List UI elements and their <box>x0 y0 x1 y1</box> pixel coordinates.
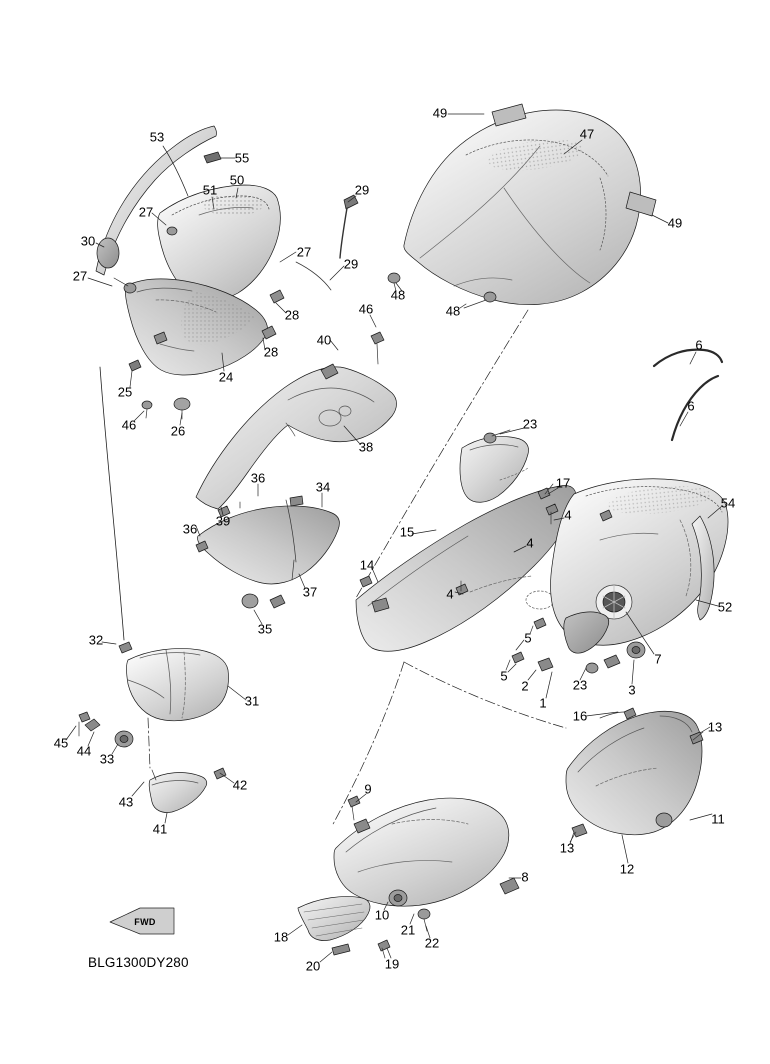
callout-number: 50 <box>229 172 245 188</box>
callout-number: 11 <box>711 811 725 827</box>
callout-number: 16 <box>572 708 588 724</box>
callout-number: 32 <box>88 632 104 648</box>
callout-number: 8 <box>521 869 529 885</box>
callout-number: 53 <box>149 129 165 145</box>
callout-number: 42 <box>232 777 248 793</box>
callout-number: 43 <box>118 794 134 810</box>
callout-number: 5 <box>500 668 508 684</box>
callout-number: 15 <box>399 524 415 540</box>
callout-number: 12 <box>619 861 635 877</box>
callout-number: 22 <box>424 935 440 951</box>
callout-number: 48 <box>390 287 406 303</box>
callout-number: 13 <box>559 840 575 856</box>
callout-number: 37 <box>302 584 318 600</box>
callout-number: 13 <box>707 719 723 735</box>
callout-number: 55 <box>234 150 250 166</box>
callout-number: 9 <box>364 781 372 797</box>
callout-number: 4 <box>446 586 454 602</box>
callout-number: 29 <box>354 182 370 198</box>
callout-number: 51 <box>202 182 218 198</box>
callout-number: 2 <box>521 678 529 694</box>
callout-number: 36 <box>250 470 266 486</box>
callout-number: 28 <box>284 307 300 323</box>
callout-number: 40 <box>316 332 332 348</box>
callout-number: 27 <box>72 268 88 284</box>
part-code-label: BLG1300DY280 <box>88 955 189 970</box>
callout-number: 33 <box>99 751 115 767</box>
callout-number: 4 <box>564 507 572 523</box>
callout-number: 23 <box>522 416 538 432</box>
fwd-direction-label: FWD <box>134 917 156 927</box>
callout-number: 7 <box>654 651 662 667</box>
callout-number: 48 <box>445 303 461 319</box>
callout-number: 44 <box>76 743 92 759</box>
callout-number: 36 <box>182 521 198 537</box>
callout-number: 29 <box>343 256 359 272</box>
callout-number: 49 <box>667 215 683 231</box>
callout-number: 35 <box>257 621 273 637</box>
callout-number: 18 <box>273 929 289 945</box>
callout-number: 27 <box>138 204 154 220</box>
callout-number: 10 <box>374 907 390 923</box>
callout-number: 49 <box>432 105 448 121</box>
callout-number: 38 <box>358 439 374 455</box>
callout-number: 23 <box>572 677 588 693</box>
callout-number: 17 <box>555 475 571 491</box>
callout-number: 54 <box>720 495 736 511</box>
callout-number: 46 <box>121 417 137 433</box>
callout-number: 27 <box>296 244 312 260</box>
callout-number: 46 <box>358 301 374 317</box>
callout-number: 26 <box>170 423 186 439</box>
callout-number: 20 <box>305 958 321 974</box>
callout-number: 52 <box>717 599 733 615</box>
callout-number: 1 <box>539 695 547 711</box>
callout-number: 34 <box>315 479 331 495</box>
callout-number: 6 <box>695 337 703 353</box>
callout-number: 41 <box>152 821 168 837</box>
callout-number: 6 <box>687 398 695 414</box>
callout-number: 5 <box>524 630 532 646</box>
callout-number: 28 <box>263 344 279 360</box>
callout-number: 21 <box>400 922 416 938</box>
callout-number: 14 <box>359 557 375 573</box>
callout-number: 3 <box>628 682 636 698</box>
callout-number: 39 <box>215 513 231 529</box>
callout-number: 30 <box>80 233 96 249</box>
callout-number: 25 <box>117 384 133 400</box>
callout-number: 4 <box>526 535 534 551</box>
callout-number: 45 <box>53 735 69 751</box>
callout-number: 19 <box>384 956 400 972</box>
callout-number: 47 <box>579 126 595 142</box>
callout-number: 24 <box>218 369 234 385</box>
callout-number: 31 <box>244 693 260 709</box>
